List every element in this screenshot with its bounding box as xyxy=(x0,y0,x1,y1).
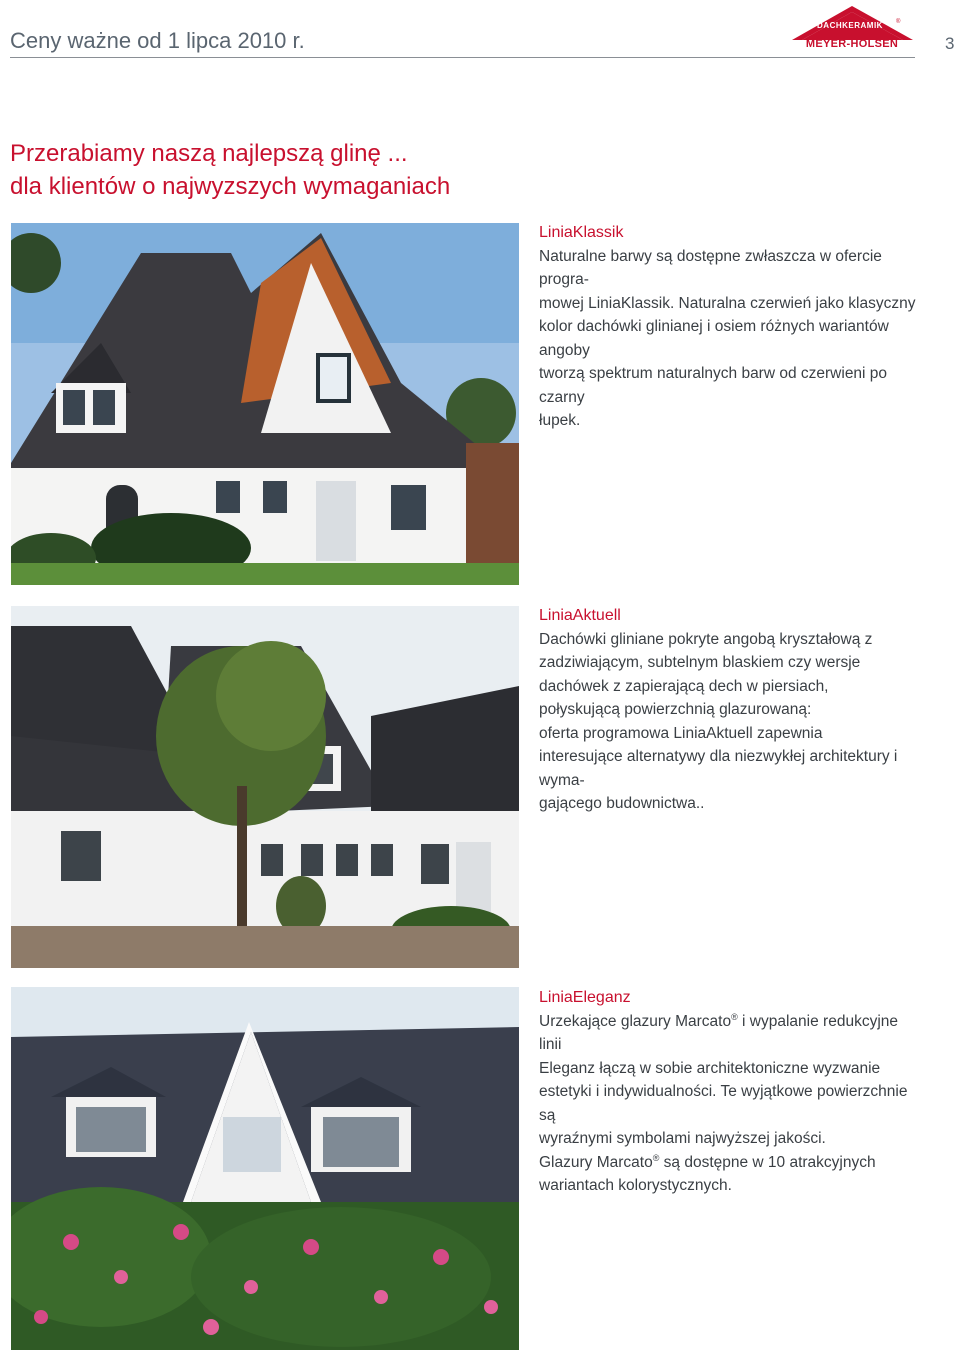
section-liniaaktuell xyxy=(539,604,924,816)
section-liniaklassik xyxy=(539,221,924,433)
section-text-line: wyraźnymi symbolami najwyższej jakości. xyxy=(539,1130,826,1147)
section-text-line xyxy=(539,1151,924,1175)
logo-registered-mark: ® xyxy=(896,19,901,25)
page-number: 3 xyxy=(945,34,955,53)
header-divider xyxy=(10,57,915,58)
section-text-line: łupek. xyxy=(539,412,581,429)
text-fragment: Glazury Marcato xyxy=(539,1153,653,1171)
photo-liniaklassik xyxy=(11,223,519,585)
section-text-line xyxy=(539,1010,924,1057)
text-fragment: i wypalanie redukcyjne linii xyxy=(539,1012,899,1053)
section-text-line: Eleganz łączą w sobie architektoniczne wyzwanie xyxy=(539,1059,881,1077)
logo-line-1: DACHKERAMIK xyxy=(817,21,883,30)
headline-line-2: dla klientów o najwyzszych wymaganiach xyxy=(10,173,451,200)
photo-liniaeleganz xyxy=(11,987,519,1350)
registered-mark: ® xyxy=(652,1152,660,1163)
headline-line-1: Przerabiamy naszą najlepszą glinę ... xyxy=(10,140,408,167)
section-title-liniaaktuell: LiniaAktuell xyxy=(539,607,621,624)
price-validity-header: Ceny ważne od 1 lipca 2010 r. xyxy=(10,28,305,53)
section-text-line: zadziwiającym, subtelnym blaskiem czy wersje xyxy=(539,654,861,671)
logo-line-2: MEYER-HOLSEN xyxy=(805,38,899,50)
section-text-line: Naturalne barwy są dostępne zwłaszcza w ofercie progra- xyxy=(539,247,882,288)
section-text-line: dachówek z zapierającą dech w piersiach, xyxy=(539,677,829,695)
section-text-line: kolor dachówki glinianej i osiem różnych wariantów angoby xyxy=(539,318,889,359)
section-title-liniaeleganz: LiniaEleganz xyxy=(539,989,631,1006)
section-text-line: gającego budownictwa.. xyxy=(539,795,705,812)
section-text-line: tworzą spektrum naturalnych barw od czerwieni po czarny xyxy=(539,365,888,406)
photo-liniaaktuell xyxy=(11,606,519,968)
section-text-line: Dachówki gliniane pokryte angobą kryształową z xyxy=(539,630,873,648)
section-text-line: interesujące alternatywy dla niezwykłej architektury i wyma- xyxy=(539,748,898,789)
registered-mark: ® xyxy=(731,1011,738,1022)
section-text-line: połyskującą powierzchnią glazurowaną: xyxy=(539,701,812,718)
section-title-liniaklassik: LiniaKlassik xyxy=(539,224,624,241)
section-text-line: wariantach kolorystycznych. xyxy=(539,1177,732,1194)
section-liniaeleganz xyxy=(539,986,924,1198)
section-text-line: mowej LiniaKlassik. Naturalna czerwień jako klasyczny xyxy=(539,294,916,312)
page-headline xyxy=(10,137,450,203)
text-fragment: Urzekające glazury Marcato xyxy=(539,1012,732,1030)
text-fragment: są dostępne w 10 atrakcyjnych xyxy=(659,1153,876,1171)
section-text-line: estetyki i indywidualności. Te wyjątkowe powierzchnie są xyxy=(539,1083,908,1124)
section-text-line: oferta programowa LiniaAktuell zapewnia xyxy=(539,724,823,742)
